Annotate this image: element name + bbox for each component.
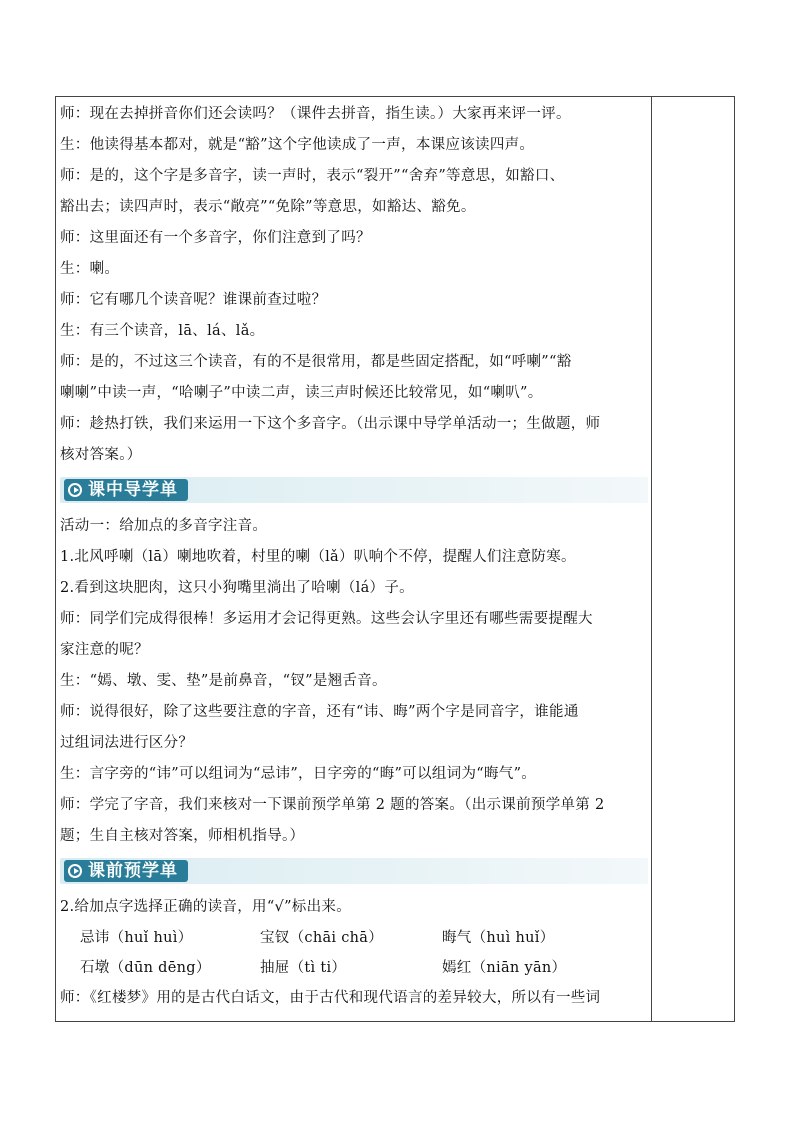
text-line: 生：他读得基本都对，就是“豁”这个字他读成了一声，本课应该读四声。 — [60, 137, 535, 153]
exercise-item: 石墩（dūn dēng） — [80, 960, 211, 976]
section-banner-pre-class — [60, 858, 648, 884]
play-circle-icon — [68, 864, 82, 878]
column-divider — [651, 97, 652, 1021]
text-line: 师：趁热打铁，我们来运用一下这个多音字。（出示课中导学单活动一；生做题，师 — [60, 416, 601, 432]
text-line: 生：“嫣、墩、雯、垫”是前鼻音，“钗”是翘舌音。 — [60, 673, 387, 689]
text-line: 生：喇。 — [60, 261, 120, 277]
text-line: 豁出去；读四声时，表示“敞亮”“免除”等意思，如豁达、豁免。 — [60, 199, 476, 215]
lesson-content — [60, 99, 648, 1014]
text-line: 家注意的呢？ — [60, 642, 149, 658]
banner-label: 课中导学单 — [88, 480, 178, 500]
dialogue-block-middle — [60, 511, 648, 852]
text-line: 题；生自主核对答案，师相机指导。） — [60, 828, 305, 844]
exercise-prompt: 2.给加点字选择正确的读音，用“√”标出来。 — [60, 899, 351, 915]
dialogue-block-bottom — [60, 983, 648, 1014]
banner-label: 课前预学单 — [88, 861, 178, 881]
section-banner-in-class — [60, 477, 648, 503]
text-line: 师：这里面还有一个多音字，你们注意到了吗？ — [60, 230, 371, 246]
banner-tag — [64, 860, 188, 882]
banner-tag — [64, 479, 188, 501]
text-line: 师：同学们完成得很棒！多运用才会记得更熟。这些会认字里还有哪些需要提醒大 — [60, 611, 593, 627]
text-line: 生：言字旁的“讳”可以组词为“忌讳”，日字旁的“晦”可以组词为“晦气”。 — [60, 766, 537, 782]
text-line: 2.看到这块肥肉，这只小狗嘴里淌出了哈喇（lá）子。 — [60, 580, 414, 596]
dialogue-block-top — [60, 99, 648, 471]
text-line: 1.北风呼喇（lā）喇地吹着，村里的喇（lǎ）叭响个不停，提醒人们注意防寒。 — [60, 549, 576, 565]
exercise-grid — [60, 923, 648, 983]
text-line: 生：有三个读音，lā、lá、lǎ。 — [60, 323, 265, 339]
text-line: 喇喇”中读一声，“哈喇子”中读二声，读三声时候还比较常见，如“喇叭”。 — [60, 385, 543, 401]
text-line: 过组词法进行区分？ — [60, 735, 194, 751]
text-line: 师：它有哪几个读音呢？谁课前查过啦？ — [60, 292, 327, 308]
exercise-item: 忌讳（huǐ huì） — [80, 930, 193, 946]
exercise-item: 晦气（huì huǐ） — [442, 930, 555, 946]
exercise-item: 嫣红（niān yān） — [442, 960, 567, 976]
text-line: 师：说得很好，除了这些要注意的字音，还有“讳、晦”两个字是同音字，谁能通 — [60, 704, 579, 720]
text-line: 师：《红楼梦》用的是古代白话文，由于古代和现代语言的差异较大，所以有一些词 — [60, 990, 601, 1006]
text-line: 活动一：给加点的多音字注音。 — [60, 518, 268, 534]
text-line: 师：是的，不过这三个读音，有的不是很常用，都是些固定搭配，如“呼喇”“豁 — [60, 354, 572, 370]
play-circle-icon — [68, 483, 82, 497]
text-line: 核对答案。） — [60, 447, 142, 463]
lesson-table — [55, 96, 735, 1022]
exercise-item: 宝钗（chāi chā） — [260, 930, 384, 946]
exercise-item: 抽屉（tì ti） — [260, 960, 347, 976]
text-line: 师：现在去掉拼音你们还会读吗？（课件去拼音，指生读。）大家再来评一评。 — [60, 106, 571, 122]
text-line: 师：是的，这个字是多音字，读一声时，表示“裂开”“舍弃”等意思，如豁口、 — [60, 168, 565, 184]
text-line: 师：学完了字音，我们来核对一下课前预学单第 2 题的答案。（出示课前预学单第 2 — [60, 797, 605, 813]
